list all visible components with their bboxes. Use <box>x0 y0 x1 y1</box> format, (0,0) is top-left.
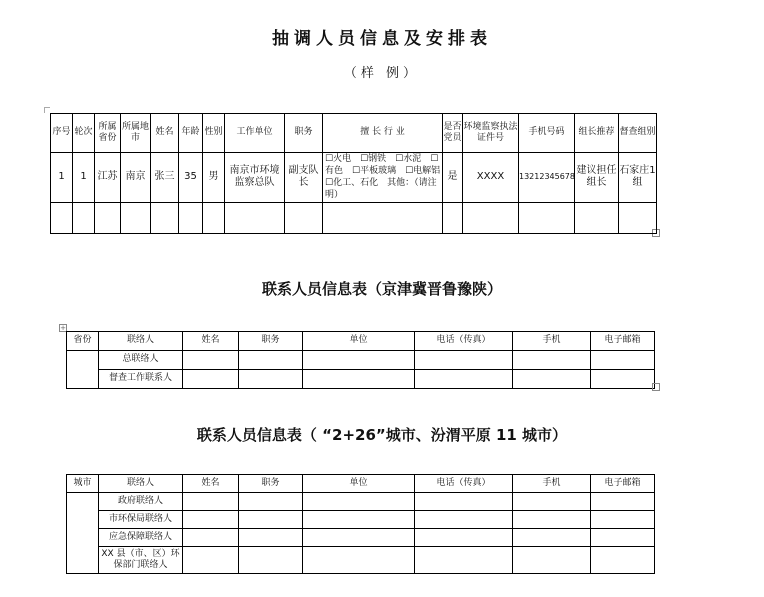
personnel-table <box>50 113 657 234</box>
empty-cell[interactable] <box>513 493 591 511</box>
empty-cell[interactable] <box>619 202 657 233</box>
table-row-empty <box>51 202 657 233</box>
header-cell: 手机号码 <box>519 114 575 153</box>
table-header-row <box>67 475 655 493</box>
header-cell: 电子邮箱 <box>591 332 655 351</box>
empty-cell[interactable] <box>415 351 513 370</box>
empty-cell[interactable] <box>121 202 151 233</box>
header-cell: 督查组别 <box>619 114 657 153</box>
empty-cell[interactable] <box>513 547 591 574</box>
phone-cell[interactable]: 13212345678 <box>519 153 575 203</box>
contact-role-cell: 应急保障联络人 <box>99 529 183 547</box>
position-cell[interactable]: 副支队长 <box>285 153 323 203</box>
header-cell: 姓名 <box>183 475 239 493</box>
city-cell[interactable]: 南京 <box>121 153 151 203</box>
empty-cell[interactable] <box>239 511 303 529</box>
header-cell: 环境监察执法证件号 <box>463 114 519 153</box>
table-row <box>67 351 655 370</box>
empty-cell[interactable] <box>591 547 655 574</box>
name-cell[interactable]: 张三 <box>151 153 179 203</box>
empty-cell[interactable] <box>519 202 575 233</box>
empty-cell[interactable] <box>575 202 619 233</box>
empty-cell[interactable] <box>323 202 443 233</box>
province-cell[interactable] <box>67 351 99 389</box>
table-header-row <box>67 332 655 351</box>
contact-table-cities <box>66 474 655 574</box>
header-cell: 电话（传真） <box>415 475 513 493</box>
header-cell: 省份 <box>67 332 99 351</box>
header-cell: 职务 <box>239 332 303 351</box>
cert-cell[interactable]: XXXX <box>463 153 519 203</box>
empty-cell[interactable] <box>463 202 519 233</box>
contact-role-cell: 总联络人 <box>99 351 183 370</box>
empty-cell[interactable] <box>183 511 239 529</box>
empty-cell[interactable] <box>303 511 415 529</box>
round-cell[interactable]: 1 <box>73 153 95 203</box>
empty-cell[interactable] <box>303 493 415 511</box>
empty-cell[interactable] <box>303 547 415 574</box>
sample-subtitle: （样 例） <box>343 66 421 81</box>
empty-cell[interactable] <box>151 202 179 233</box>
empty-cell[interactable] <box>415 370 513 389</box>
header-cell: 电话（传真） <box>415 332 513 351</box>
table-resize-handle[interactable] <box>652 383 660 391</box>
empty-cell[interactable] <box>179 202 203 233</box>
empty-cell[interactable] <box>239 529 303 547</box>
empty-cell[interactable] <box>285 202 323 233</box>
group-cell[interactable]: 石家庄1组 <box>619 153 657 203</box>
contact-role-cell: 市环保局联络人 <box>99 511 183 529</box>
header-cell: 职务 <box>285 114 323 153</box>
table-header-row <box>51 114 657 153</box>
contact-role-cell: XX 县（市、区）环保部门联络人 <box>99 547 183 574</box>
contact-table-title-1: 联系人员信息表（京津冀晋鲁豫陕） <box>261 280 502 298</box>
table-row <box>51 153 657 203</box>
empty-cell[interactable] <box>183 370 239 389</box>
empty-cell[interactable] <box>591 351 655 370</box>
empty-cell[interactable] <box>591 511 655 529</box>
specialty-cell[interactable]: ☐火电 ☐钢铁 ☐水泥 ☐有色 ☐平板玻璃 ☐电解铝 ☐化工、石化 其他：（请注明） <box>323 153 443 203</box>
empty-cell[interactable] <box>183 493 239 511</box>
empty-cell[interactable] <box>303 351 415 370</box>
contact-table-provinces <box>66 331 655 389</box>
header-cell: 联络人 <box>99 332 183 351</box>
empty-cell[interactable] <box>591 493 655 511</box>
empty-cell[interactable] <box>239 351 303 370</box>
empty-cell[interactable] <box>513 351 591 370</box>
table-row <box>67 529 655 547</box>
empty-cell[interactable] <box>513 370 591 389</box>
header-cell: 电子邮箱 <box>591 475 655 493</box>
table-row <box>67 547 655 574</box>
empty-cell[interactable] <box>225 202 285 233</box>
header-cell: 年龄 <box>179 114 203 153</box>
empty-cell[interactable] <box>73 202 95 233</box>
empty-cell[interactable] <box>239 370 303 389</box>
table-row <box>67 493 655 511</box>
empty-cell[interactable] <box>513 511 591 529</box>
seq-cell[interactable]: 1 <box>51 153 73 203</box>
unit-cell[interactable]: 南京市环境监察总队 <box>225 153 285 203</box>
contact-role-cell: 政府联络人 <box>99 493 183 511</box>
empty-cell[interactable] <box>239 493 303 511</box>
header-cell: 联络人 <box>99 475 183 493</box>
header-cell: 轮次 <box>73 114 95 153</box>
header-cell: 组长推荐 <box>575 114 619 153</box>
header-cell: 单位 <box>303 332 415 351</box>
age-cell[interactable]: 35 <box>179 153 203 203</box>
header-cell: 单位 <box>303 475 415 493</box>
party-cell[interactable]: 是 <box>443 153 463 203</box>
header-cell: 序号 <box>51 114 73 153</box>
contact-table-title-2: 联系人员信息表（ “2+26”城市、汾渭平原 11 城市） <box>196 426 568 444</box>
contact-role-cell: 督查工作联系人 <box>99 370 183 389</box>
header-cell: 所属省份 <box>95 114 121 153</box>
city-cell[interactable] <box>67 493 99 574</box>
empty-cell[interactable] <box>51 202 73 233</box>
recommend-cell[interactable]: 建议担任组长 <box>575 153 619 203</box>
empty-cell[interactable] <box>303 370 415 389</box>
header-cell: 手机 <box>513 332 591 351</box>
empty-cell[interactable] <box>415 511 513 529</box>
header-cell: 是否党员 <box>443 114 463 153</box>
empty-cell[interactable] <box>415 547 513 574</box>
empty-cell[interactable] <box>591 529 655 547</box>
empty-cell[interactable] <box>95 202 121 233</box>
empty-cell[interactable] <box>591 370 655 389</box>
empty-cell[interactable] <box>203 202 225 233</box>
header-cell: 所属地市 <box>121 114 151 153</box>
header-cell: 性别 <box>203 114 225 153</box>
empty-cell[interactable] <box>303 529 415 547</box>
header-cell: 城市 <box>67 475 99 493</box>
header-cell: 手机 <box>513 475 591 493</box>
header-cell: 姓名 <box>183 332 239 351</box>
gender-cell[interactable]: 男 <box>203 153 225 203</box>
empty-cell[interactable] <box>443 202 463 233</box>
header-cell: 姓名 <box>151 114 179 153</box>
empty-cell[interactable] <box>415 529 513 547</box>
move-table-icon[interactable]: + <box>60 324 66 332</box>
table-row <box>67 511 655 529</box>
header-cell: 职务 <box>239 475 303 493</box>
header-cell: 工作单位 <box>225 114 285 153</box>
empty-cell[interactable] <box>183 529 239 547</box>
main-title: 抽调人员信息及安排表 <box>272 29 492 49</box>
empty-cell[interactable] <box>415 493 513 511</box>
header-cell: 擅 长 行 业 <box>323 114 443 153</box>
empty-cell[interactable] <box>513 529 591 547</box>
empty-cell[interactable] <box>183 351 239 370</box>
table-row <box>67 370 655 389</box>
empty-cell[interactable] <box>183 547 239 574</box>
province-cell[interactable]: 江苏 <box>95 153 121 203</box>
empty-cell[interactable] <box>239 547 303 574</box>
